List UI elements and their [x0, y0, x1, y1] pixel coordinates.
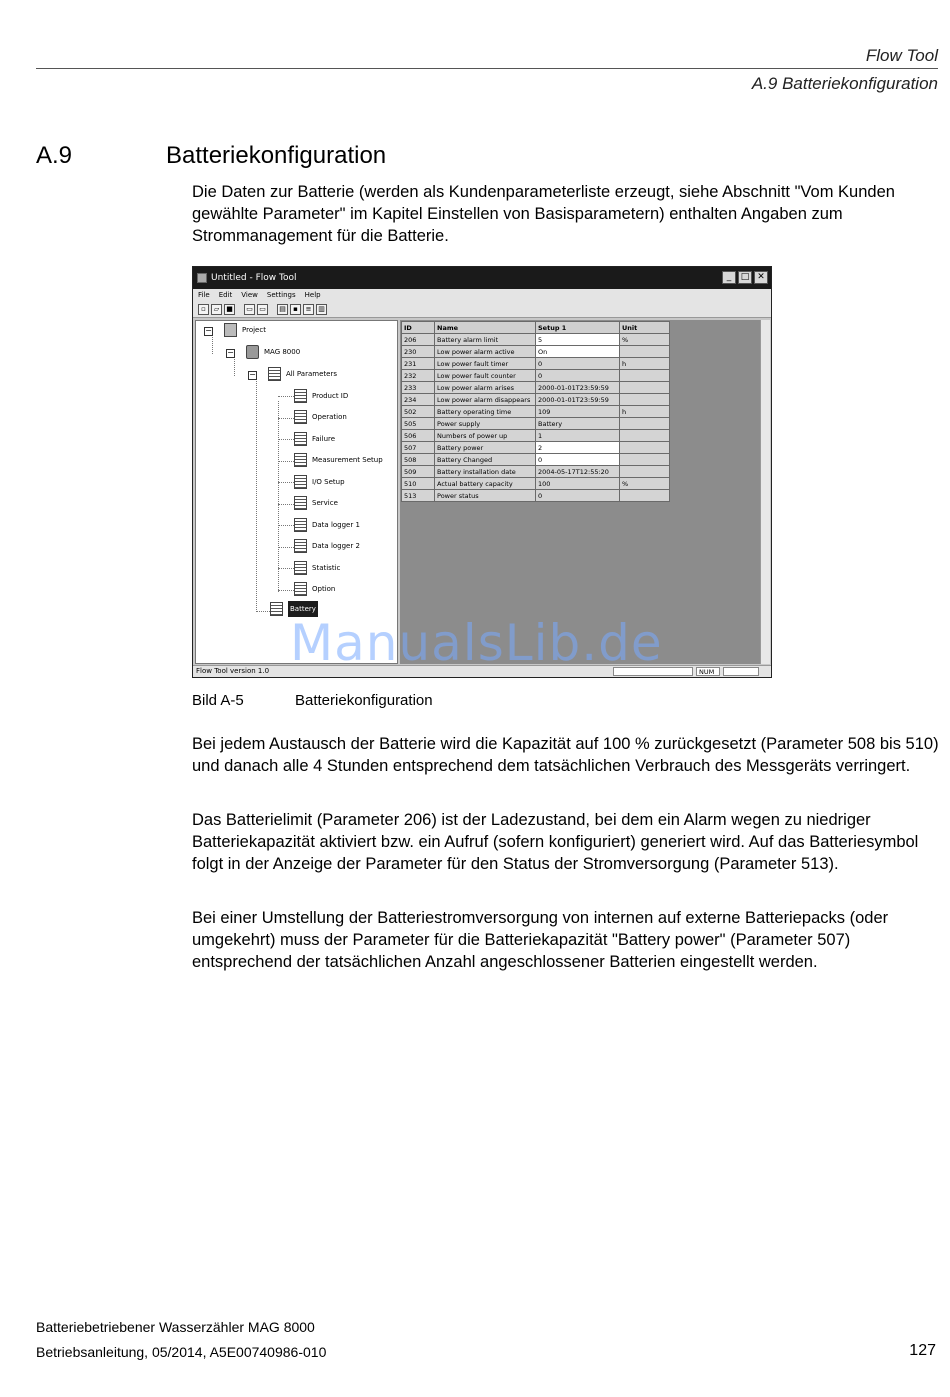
intro-paragraph: Die Daten zur Batterie (werden als Kundenparameterliste erzeugt, siehe Abschnitt "Vom Kunden gewählte Parameter" im Kapitel Einstellen von Basisparametern) enthalten Angaben zum Strommanagement für die Batterie. — [192, 183, 895, 245]
parameters-icon — [294, 518, 307, 532]
tree-node-operation[interactable]: Operation — [294, 410, 347, 424]
parameters-icon — [294, 410, 307, 424]
tree-node-failure[interactable]: Failure — [294, 432, 335, 446]
cell-unit: h — [620, 358, 670, 370]
cell-name: Power supply — [435, 418, 536, 430]
paragraph-power-supply-change: Bei einer Umstellung der Batteriestromversorgung von internen auf externe Batteriepacks (oder umgekehrt) muss der Parameter für die Batteriekapazität "Battery power" (Parameter 507) entsprechend der tatsächlichen Anzahl angeschlossener Batterien eingestellt werden. — [192, 909, 889, 971]
page-number: 127 — [909, 1342, 936, 1359]
menu-help[interactable]: Help — [304, 291, 321, 299]
parameters-icon — [294, 561, 307, 575]
vertical-scrollbar[interactable] — [760, 320, 770, 664]
toolbar — [193, 301, 771, 318]
copy-icon[interactable]: ▭ — [244, 304, 255, 315]
tree-node-service[interactable]: Service — [294, 496, 338, 510]
details-icon[interactable]: ▥ — [316, 304, 327, 315]
table-row[interactable] — [402, 394, 670, 406]
tree-node-all-parameters[interactable]: All Parameters — [268, 367, 337, 381]
save-icon[interactable]: ■ — [224, 304, 235, 315]
cell-id: 508 — [402, 454, 435, 466]
paste-icon[interactable]: ▭ — [257, 304, 268, 315]
parameter-table — [401, 321, 670, 502]
table-row[interactable] — [402, 430, 670, 442]
cell-id: 502 — [402, 406, 435, 418]
window-titlebar — [193, 267, 771, 289]
cell-name: Battery alarm limit — [435, 334, 536, 346]
parameters-icon — [294, 582, 307, 596]
cell-id: 233 — [402, 382, 435, 394]
cell-setup[interactable]: 0 — [536, 358, 620, 370]
status-version: Flow Tool version 1.0 — [196, 667, 270, 675]
table-row[interactable] — [402, 358, 670, 370]
table-row[interactable] — [402, 490, 670, 502]
cell-name: Battery power — [435, 442, 536, 454]
cell-unit — [620, 394, 670, 406]
cell-name: Battery operating time — [435, 406, 536, 418]
new-file-icon[interactable]: ▫ — [198, 304, 209, 315]
table-row[interactable] — [402, 418, 670, 430]
collapse-project-icon[interactable]: − — [205, 326, 212, 335]
window-title: Untitled - Flow Tool — [211, 273, 297, 283]
cell-name: Battery installation date — [435, 466, 536, 478]
cell-unit — [620, 454, 670, 466]
project-icon — [224, 323, 237, 337]
cell-name: Battery Changed — [435, 454, 536, 466]
table-row[interactable] — [402, 454, 670, 466]
header-rule — [36, 68, 938, 69]
cell-name: Power status — [435, 490, 536, 502]
table-row[interactable] — [402, 466, 670, 478]
table-header-row — [402, 322, 670, 334]
list-icon[interactable]: ≡ — [303, 304, 314, 315]
cell-unit — [620, 382, 670, 394]
col-id[interactable]: ID — [402, 322, 435, 334]
cell-unit — [620, 490, 670, 502]
cell-name: Numbers of power up — [435, 430, 536, 442]
table-row[interactable] — [402, 406, 670, 418]
window-buttons — [722, 271, 768, 284]
parameters-icon — [268, 367, 281, 381]
cell-setup[interactable]: 109 — [536, 406, 620, 418]
watermark: ManualsLib.de — [290, 614, 663, 672]
cell-name: Low power fault timer — [435, 358, 536, 370]
table-row[interactable] — [402, 442, 670, 454]
cell-unit: % — [620, 334, 670, 346]
cell-id: 232 — [402, 370, 435, 382]
cell-name: Low power alarm disappears — [435, 394, 536, 406]
cell-name: Low power alarm active — [435, 346, 536, 358]
cell-setup[interactable]: 2004-05-17T12:55:20 — [536, 466, 620, 478]
collapse-all-params-icon[interactable]: − — [249, 370, 256, 379]
cell-id: 234 — [402, 394, 435, 406]
cell-unit — [620, 442, 670, 454]
cell-name: Low power alarm arises — [435, 382, 536, 394]
cell-setup[interactable]: 1 — [536, 430, 620, 442]
status-empty — [723, 667, 759, 676]
cell-unit: % — [620, 478, 670, 490]
print-icon[interactable]: ▤ — [277, 304, 288, 315]
table-row[interactable] — [402, 370, 670, 382]
menu-view[interactable]: View — [241, 291, 258, 299]
tree-node-option[interactable]: Option — [294, 582, 335, 596]
running-header-title: Flow Tool — [865, 46, 938, 65]
cell-id: 505 — [402, 418, 435, 430]
cell-id: 513 — [402, 490, 435, 502]
close-icon[interactable]: ✕ — [754, 271, 768, 284]
battery-label-selected: Battery — [288, 601, 318, 617]
footer-document: Betriebsanleitung, 05/2014, A5E00740986-010 — [36, 1344, 327, 1360]
col-name[interactable]: Name — [435, 322, 536, 334]
parameter-grid-pane — [400, 320, 760, 664]
cell-id: 510 — [402, 478, 435, 490]
menu-settings[interactable]: Settings — [266, 291, 296, 299]
cell-id: 506 — [402, 430, 435, 442]
cell-id: 509 — [402, 466, 435, 478]
parameters-icon — [270, 602, 283, 616]
cell-unit: h — [620, 406, 670, 418]
col-unit[interactable]: Unit — [620, 322, 670, 334]
cell-unit — [620, 466, 670, 478]
cell-setup[interactable]: Battery — [536, 418, 620, 430]
tree-node-device[interactable]: MAG 8000 — [246, 345, 300, 359]
large-icons-icon[interactable]: ▪ — [290, 304, 301, 315]
cell-unit — [620, 430, 670, 442]
cell-unit — [620, 346, 670, 358]
cell-setup[interactable]: 2000-01-01T23:59:59 — [536, 382, 620, 394]
cell-setup[interactable]: 0 — [536, 454, 620, 466]
cell-setup[interactable]: 2 — [536, 442, 620, 454]
running-header-subtitle: A.9 Batteriekonfiguration — [751, 74, 938, 93]
parameters-icon — [294, 432, 307, 446]
cell-id: 231 — [402, 358, 435, 370]
menu-edit[interactable]: Edit — [218, 291, 233, 299]
tree-node-io-setup[interactable]: I/O Setup — [294, 475, 345, 489]
cell-id: 206 — [402, 334, 435, 346]
cell-setup[interactable]: On — [536, 346, 620, 358]
app-icon — [197, 273, 207, 283]
parameters-icon — [294, 496, 307, 510]
parameters-icon — [294, 539, 307, 553]
tree-node-product-id[interactable]: Product ID — [294, 389, 348, 403]
section-title: Batteriekonfiguration — [166, 142, 387, 169]
cell-unit — [620, 370, 670, 382]
tree-node-measurement-setup[interactable]: Measurement Setup — [294, 453, 383, 467]
tree-node-data-logger-1[interactable]: Data logger 1 — [294, 518, 360, 532]
menubar — [193, 289, 771, 301]
figure-label: Bild A-5 — [192, 692, 244, 709]
tree-node-data-logger-2[interactable]: Data logger 2 — [294, 539, 360, 553]
cell-name: Low power fault counter — [435, 370, 536, 382]
paragraph-capacity-reset: Bei jedem Austausch der Batterie wird die Kapazität auf 100 % zurückgesetzt (Parameter 508 bis 510) und danach alle 4 Stunden entsprechend dem tatsächlichen Verbrauch des Messgeräts verringert. — [192, 735, 939, 775]
collapse-device-icon[interactable]: − — [227, 348, 234, 357]
table-body — [402, 334, 670, 502]
maximize-icon[interactable]: □ — [738, 271, 752, 284]
col-setup[interactable]: Setup 1 — [536, 322, 620, 334]
cell-unit — [620, 418, 670, 430]
tree-node-project[interactable]: Project — [224, 323, 266, 337]
paragraph-battery-limit: Das Batterielimit (Parameter 206) ist der Ladezustand, bei dem ein Alarm wegen zu niedriger Batteriekapazität aktiviert bzw. ein Aufruf (sofern konfiguriert) generiert wird. Auf das Batteriesymbol folgt in der Anzeige der Parameter für den Status der Stromversorgung (Parameter 513). — [192, 811, 919, 873]
parameters-icon — [294, 389, 307, 403]
figure-caption: Batteriekonfiguration — [295, 692, 433, 709]
parameters-icon — [294, 475, 307, 489]
parameters-icon — [294, 453, 307, 467]
cell-setup[interactable]: 2000-01-01T23:59:59 — [536, 394, 620, 406]
menu-file[interactable]: File — [198, 291, 210, 299]
table-row[interactable] — [402, 334, 670, 346]
open-folder-icon[interactable]: ▱ — [211, 304, 222, 315]
minimize-icon[interactable]: _ — [722, 271, 736, 284]
cell-setup[interactable]: 0 — [536, 490, 620, 502]
status-num: NUM — [696, 667, 720, 676]
table-row[interactable] — [402, 346, 670, 358]
table-row[interactable] — [402, 382, 670, 394]
tree-pane — [195, 320, 398, 664]
cell-id: 507 — [402, 442, 435, 454]
footer-product: Batteriebetriebener Wasserzähler MAG 8000 — [36, 1319, 315, 1335]
cell-setup[interactable]: 0 — [536, 370, 620, 382]
cell-id: 230 — [402, 346, 435, 358]
tree-node-statistic[interactable]: Statistic — [294, 561, 340, 575]
cell-setup[interactable]: 100 — [536, 478, 620, 490]
section-number: A.9 — [36, 142, 73, 169]
cell-name: Actual battery capacity — [435, 478, 536, 490]
device-icon — [246, 345, 259, 359]
cell-setup[interactable]: 5 — [536, 334, 620, 346]
table-row[interactable] — [402, 478, 670, 490]
